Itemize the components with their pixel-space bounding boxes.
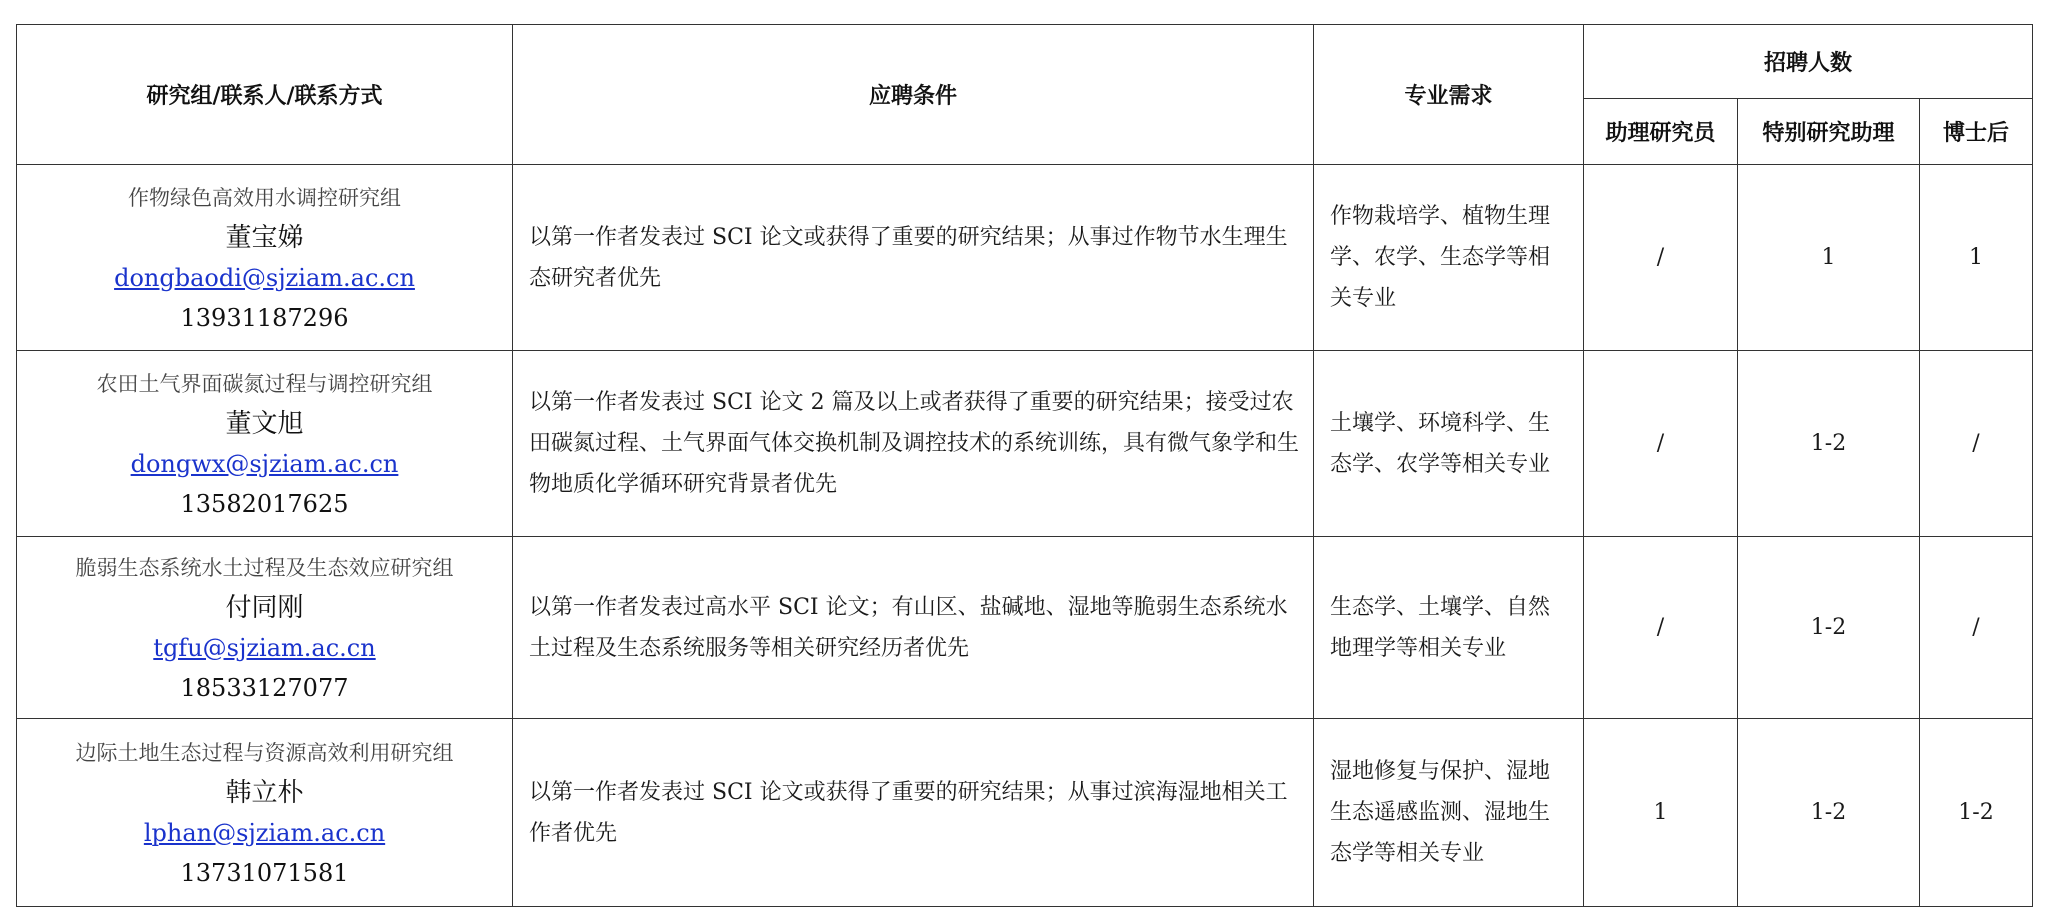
major-cell: 土壤学、环境科学、生态学、农学等相关专业	[1314, 351, 1584, 537]
assistant-researcher-count: /	[1584, 537, 1738, 719]
special-research-assistant-count: 1-2	[1738, 537, 1920, 719]
group-name: 农田土气界面碳氮过程与调控研究组	[96, 371, 433, 396]
contact-name: 韩立朴	[225, 777, 304, 808]
contact-name: 董文旭	[225, 408, 304, 439]
table-row	[17, 351, 2033, 537]
group-name: 边际土地生态过程与资源高效利用研究组	[75, 740, 454, 765]
special-research-assistant-count: 1-2	[1738, 719, 1920, 907]
postdoc-count: 1-2	[1920, 719, 2033, 907]
table-row	[17, 719, 2033, 907]
contact-cell	[17, 537, 513, 719]
header-requirements: 应聘条件	[513, 25, 1314, 165]
phone-number: 13582017625	[180, 489, 349, 518]
requirements-cell: 以第一作者发表过 SCI 论文或获得了重要的研究结果；从事过作物节水生理生态研究者优先	[513, 165, 1314, 351]
requirements-cell: 以第一作者发表过高水平 SCI 论文；有山区、盐碱地、湿地等脆弱生态系统水土过程及生态系统服务等相关研究经历者优先	[513, 537, 1314, 719]
table-row	[17, 165, 2033, 351]
header-postdoc: 博士后	[1920, 99, 2033, 165]
postdoc-count: /	[1920, 537, 2033, 719]
requirements-cell: 以第一作者发表过 SCI 论文或获得了重要的研究结果；从事过滨海湿地相关工作者优先	[513, 719, 1314, 907]
header-group-contact: 研究组/联系人/联系方式	[17, 25, 513, 165]
email-link[interactable]: lphan@sjziam.ac.cn	[143, 818, 386, 847]
major-cell: 作物栽培学、植物生理学、农学、生态学等相关专业	[1314, 165, 1584, 351]
contact-cell	[17, 351, 513, 537]
phone-number: 13931187296	[180, 303, 349, 332]
header-special-research-assistant: 特别研究助理	[1738, 99, 1920, 165]
contact-name: 付同刚	[225, 592, 304, 623]
header-assistant-researcher: 助理研究员	[1584, 99, 1738, 165]
email-link[interactable]: dongbaodi@sjziam.ac.cn	[114, 263, 415, 292]
assistant-researcher-count: 1	[1584, 719, 1738, 907]
group-name: 作物绿色高效用水调控研究组	[128, 185, 401, 210]
assistant-researcher-count: /	[1584, 165, 1738, 351]
header-recruit-count: 招聘人数	[1584, 25, 2033, 99]
table-row	[17, 537, 2033, 719]
major-cell: 生态学、土壤学、自然地理学等相关专业	[1314, 537, 1584, 719]
group-name: 脆弱生态系统水土过程及生态效应研究组	[75, 555, 454, 580]
contact-cell	[17, 719, 513, 907]
header-row	[17, 25, 2033, 99]
postdoc-count: 1	[1920, 165, 2033, 351]
postdoc-count: /	[1920, 351, 2033, 537]
contact-cell	[17, 165, 513, 351]
contact-name: 董宝娣	[225, 222, 304, 253]
major-cell: 湿地修复与保护、湿地生态遥感监测、湿地生态学等相关专业	[1314, 719, 1584, 907]
header-major: 专业需求	[1314, 25, 1584, 165]
recruitment-table	[16, 24, 2033, 907]
email-link[interactable]: tgfu@sjziam.ac.cn	[153, 633, 376, 662]
email-link[interactable]: dongwx@sjziam.ac.cn	[130, 449, 399, 478]
special-research-assistant-count: 1-2	[1738, 351, 1920, 537]
assistant-researcher-count: /	[1584, 351, 1738, 537]
phone-number: 13731071581	[180, 858, 349, 887]
phone-number: 18533127077	[180, 673, 349, 702]
special-research-assistant-count: 1	[1738, 165, 1920, 351]
requirements-cell: 以第一作者发表过 SCI 论文 2 篇及以上或者获得了重要的研究结果；接受过农田碳氮过程、土气界面气体交换机制及调控技术的系统训练，具有微气象学和生物地质化学循环研究背景者优先	[513, 351, 1314, 537]
